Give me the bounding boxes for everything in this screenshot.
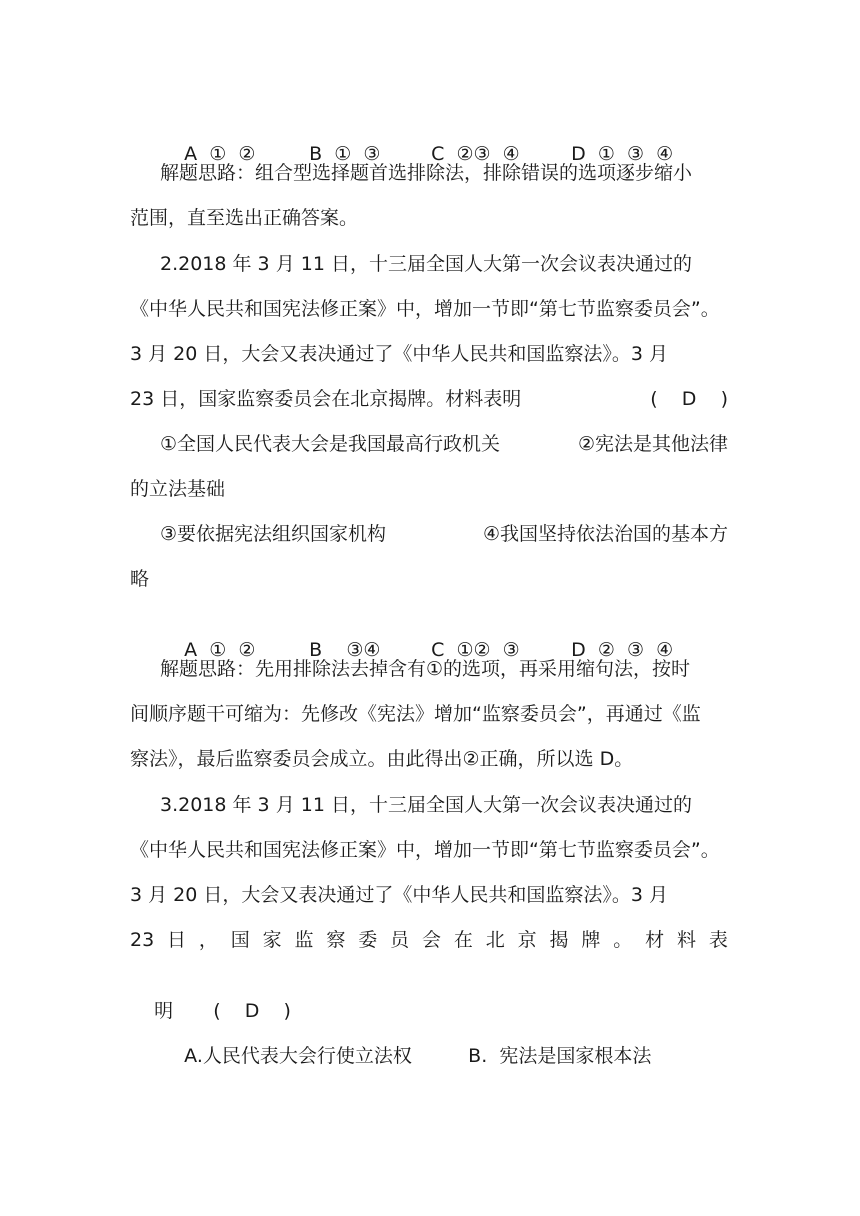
q1-option-a: A ① ② xyxy=(184,143,256,165)
q3-stem-char: 京 xyxy=(517,929,537,951)
q2-analysis-line-2: 间顺序题干可缩为：先修改《宪法》增加“监察委员会”，再通过《监 xyxy=(130,703,701,725)
q2-item-1: ①全国人民代表大会是我国最高行政机关 xyxy=(160,433,501,455)
q2-option-c: C ①② ③ xyxy=(431,639,520,661)
q2-stem-line-3: 3 月 20 日，大会又表决通过了《中华人民共和国监察法》。3 月 xyxy=(130,343,669,365)
q3-stem-char: 料 xyxy=(677,929,697,951)
q3-stem-line-2: 《中华人民共和国宪法修正案》中，增加一节即“第七节监察委员会”。 xyxy=(130,839,720,861)
q3-stem-char: 监 xyxy=(294,929,314,951)
q3-stem-char: 表 xyxy=(708,929,728,951)
q2-item-3: ③要依据宪法组织国家机构 xyxy=(160,523,387,545)
q3-stem-last: 明 xyxy=(154,1000,174,1022)
q1-option-b: B ① ③ xyxy=(309,143,381,165)
q1-analysis-line-1: 解题思路：组合型选择题首选排除法，排除错误的选项逐步缩小 xyxy=(160,162,693,184)
q3-stem-char: 日 xyxy=(167,929,187,951)
q2-option-b: B ③④ xyxy=(309,639,381,661)
q3-stem-char: 揭 xyxy=(549,929,569,951)
q3-stem-char: 牌 xyxy=(581,929,601,951)
q3-option-b: B. 宪法是国家根本法 xyxy=(468,1045,652,1067)
q2-items-line-2 xyxy=(160,521,728,547)
q3-stem-char: 23 xyxy=(130,929,155,951)
q3-stem-char: 察 xyxy=(326,929,346,951)
q2-item-2: ②宪法是其他法律 xyxy=(577,433,728,455)
q3-option-a: A.人民代表大会行使立法权 xyxy=(184,1045,412,1067)
q2-answer: ( D ) xyxy=(650,388,728,410)
q2-analysis-line-3: 察法》，最后监察委员会成立。由此得出②正确，所以选 D。 xyxy=(130,748,634,770)
q2-stem-line-1: 2.2018 年 3 月 11 日，十三届全国人大第一次会议表决通过的 xyxy=(160,253,692,275)
q2-item-2-continued: 的立法基础 xyxy=(130,478,226,500)
q3-stem-char: 会 xyxy=(422,929,442,951)
q2-analysis-line-1: 解题思路：先用排除法去掉含有①的选项，再采用缩句法，按时 xyxy=(160,658,691,680)
q3-stem-char: 。 xyxy=(613,929,633,951)
q2-stem-line-2: 《中华人民共和国宪法修正案》中，增加一节即“第七节监察委员会”。 xyxy=(130,298,720,320)
q1-option-d: D ① ③ ④ xyxy=(571,143,674,165)
q3-stem-char: ， xyxy=(198,929,218,951)
q3-stem-char: 在 xyxy=(453,929,473,951)
q2-option-a: A ① ② xyxy=(184,639,256,661)
q3-stem-line-4 xyxy=(130,927,728,953)
q3-stem-char: 家 xyxy=(262,929,282,951)
q3-options xyxy=(160,1017,728,1095)
q1-analysis-line-2: 范围，直至选出正确答案。 xyxy=(130,207,359,229)
q3-stem-char: 委 xyxy=(358,929,378,951)
q3-stem-char: 员 xyxy=(390,929,410,951)
q3-stem-line-3: 3 月 20 日，大会又表决通过了《中华人民共和国监察法》。3 月 xyxy=(130,884,669,906)
q3-answer: ( D ) xyxy=(213,1000,291,1022)
q2-option-d: D ② ③ ④ xyxy=(571,639,674,661)
q2-item-4-continued: 略 xyxy=(130,568,150,590)
q2-items-line-1 xyxy=(160,431,728,457)
q1-option-c: C ②③ ④ xyxy=(431,143,520,165)
q2-stem-line-4 xyxy=(130,386,728,412)
q2-item-4: ④我国坚持依法治国的基本方 xyxy=(482,523,728,545)
q3-stem-line-1: 3.2018 年 3 月 11 日，十三届全国人大第一次会议表决通过的 xyxy=(160,794,692,816)
q3-stem-char: 材 xyxy=(645,929,665,951)
q3-stem-char: 北 xyxy=(485,929,505,951)
q2-stem-text: 23 日，国家监察委员会在北京揭牌。材料表明 xyxy=(130,388,522,410)
q3-stem-char: 国 xyxy=(230,929,250,951)
